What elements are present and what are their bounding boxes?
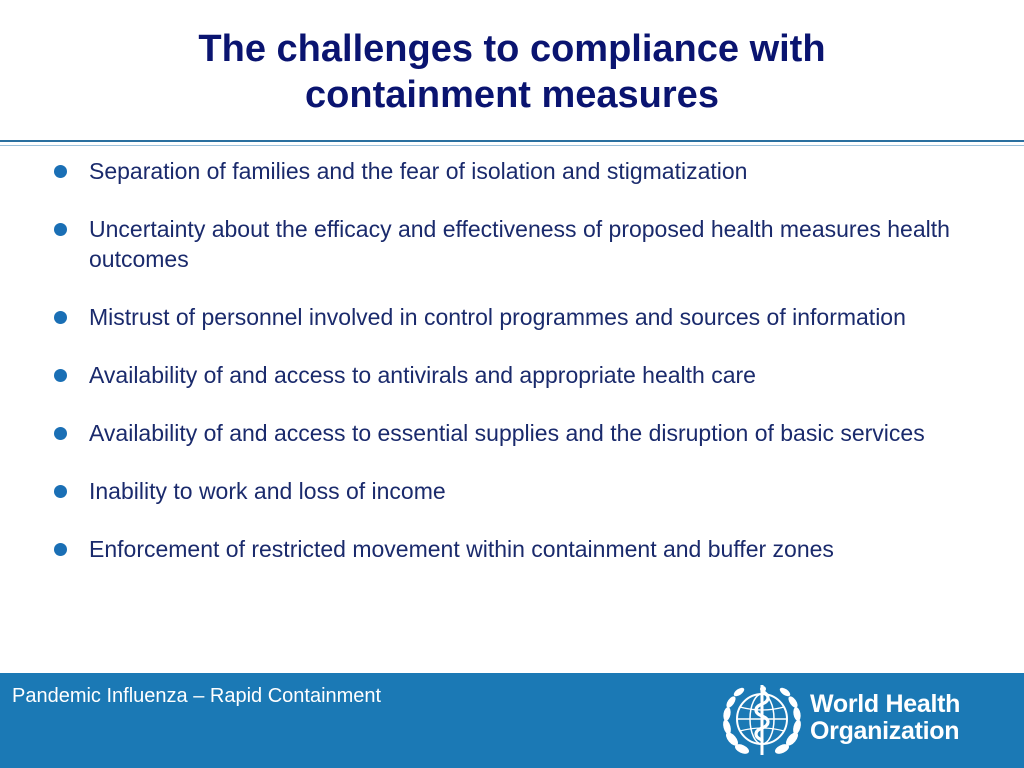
bullet-item	[52, 360, 972, 390]
title-line-1: The challenges to compliance with	[198, 28, 826, 70]
bullet-item	[52, 476, 972, 506]
bullet-dot-icon	[54, 165, 67, 178]
slide-title	[60, 26, 964, 118]
who-wordmark	[810, 691, 960, 745]
who-emblem-icon	[718, 677, 806, 763]
bullet-item	[52, 418, 972, 448]
bullet-text: Separation of families and the fear of isolation and stigmatization	[89, 158, 748, 184]
logo-line-1: World Health	[810, 690, 961, 718]
bullet-text: Availability of and access to antivirals and appropriate health care	[89, 362, 756, 388]
bullet-item	[52, 214, 972, 274]
bullet-item	[52, 156, 972, 186]
who-logo	[718, 677, 1008, 763]
title-divider	[0, 140, 1024, 142]
footer-bar	[0, 673, 1024, 768]
bullet-dot-icon	[54, 223, 67, 236]
bullet-text: Availability of and access to essential supplies and the disruption of basic services	[89, 420, 925, 446]
title-divider-light	[0, 145, 1024, 146]
bullet-dot-icon	[54, 485, 67, 498]
bullet-dot-icon	[54, 369, 67, 382]
bullet-text: Enforcement of restricted movement within containment and buffer zones	[89, 536, 834, 562]
bullet-item	[52, 534, 972, 564]
bullet-item	[52, 302, 972, 332]
bullet-dot-icon	[54, 543, 67, 556]
bullet-list	[52, 156, 972, 592]
bullet-text: Inability to work and loss of income	[89, 478, 446, 504]
bullet-text: Uncertainty about the efficacy and effectiveness of proposed health measures health outcomes	[89, 216, 950, 272]
title-line-2: containment measures	[305, 74, 719, 116]
bullet-dot-icon	[54, 311, 67, 324]
bullet-dot-icon	[54, 427, 67, 440]
bullet-text: Mistrust of personnel involved in control programmes and sources of information	[89, 304, 906, 330]
footer-title: Pandemic Influenza – Rapid Containment	[12, 685, 382, 707]
logo-line-2: Organization	[810, 717, 960, 745]
